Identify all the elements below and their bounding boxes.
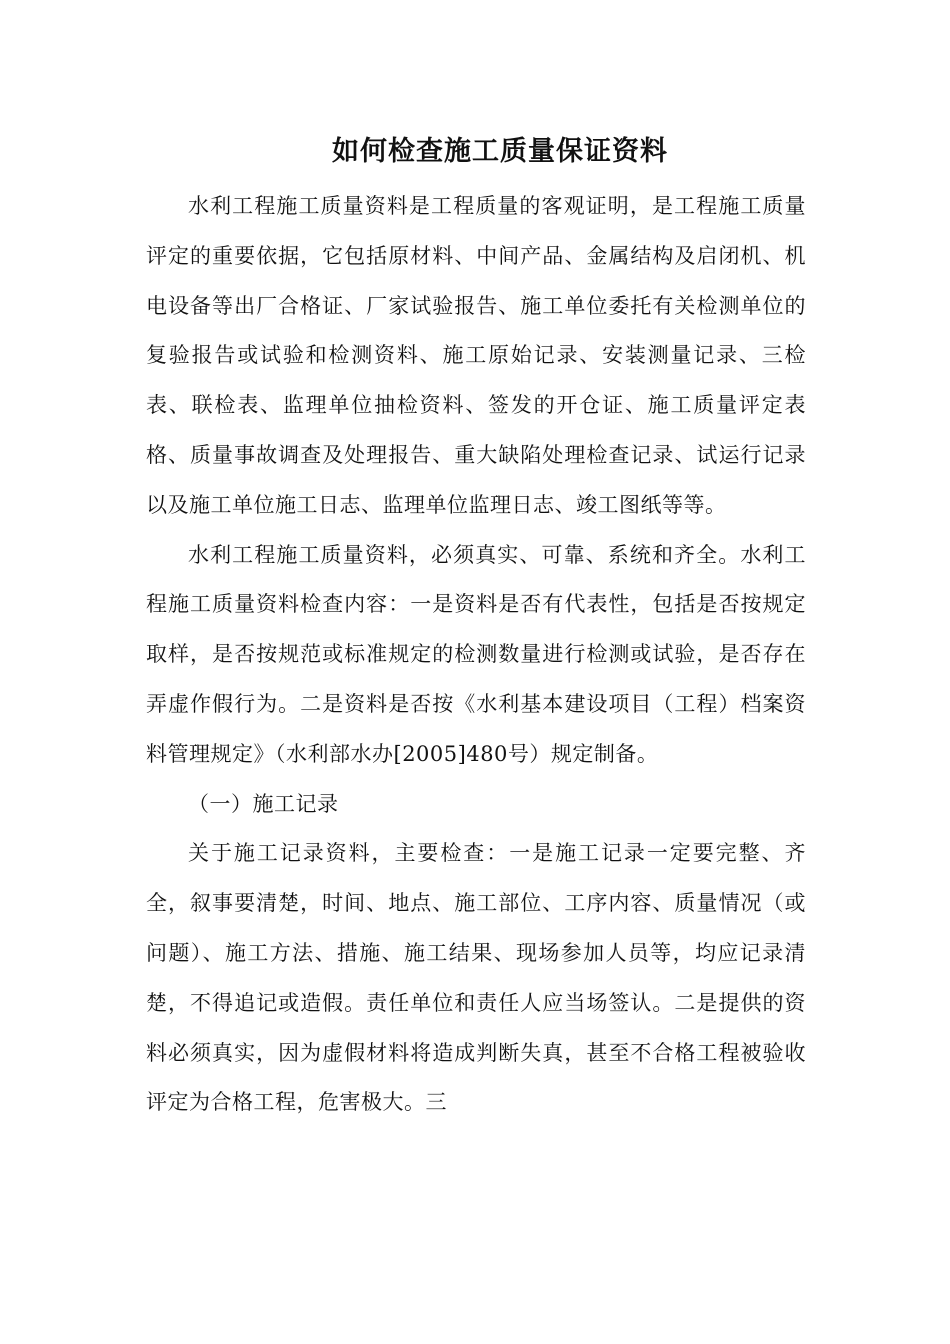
paragraph-overview: 水利工程施工质量资料是工程质量的客观证明，是工程施工质量评定的重要依据，它包括原材料、中间产品、金属结构及启闭机、机电设备等出厂合格证、厂家试验报告、施工单位委托有关检测单位的复验报告或试验和检测资料、施工原始记录、安装测量记录、三检表、联检表、监理单位抽检资料、签发的开仓证、施工质量评定表格、质量事故调查及处理报告、重大缺陷处理检查记录、试运行记录以及施工单位施工日志、监理单位监理日志、竣工图纸等等。	[146, 194, 806, 517]
paragraph-requirements: 水利工程施工质量资料，必须真实、可靠、系统和齐全。水利工程施工质量资料检查内容：一是资料是否有代表性，包括是否按规定取样，是否按规范或标准规定的检测数量进行检测或试验，是否存在弄虚作假行为。二是资料是否按《水利基本建设项目（工程）档案资料管理规定》（水利部水办[2005]480号）规定制备。	[146, 542, 806, 766]
document-body	[146, 182, 806, 1128]
document-title: 如何检查施工质量保证资料	[332, 136, 668, 167]
section-heading-construction-records: （一）施工记录	[188, 791, 339, 816]
paragraph-construction-records: 关于施工记录资料，主要检查：一是施工记录一定要完整、齐全，叙事要清楚，时间、地点、施工部位、工序内容、质量情况（或问题）、施工方法、措施、施工结果、现场参加人员等，均应记录清楚，不得追记或造假。责任单位和责任人应当场签认。二是提供的资料必须真实，因为虚假材料将造成判断失真，甚至不合格工程被验收评定为合格工程，危害极大。三	[146, 841, 806, 1115]
